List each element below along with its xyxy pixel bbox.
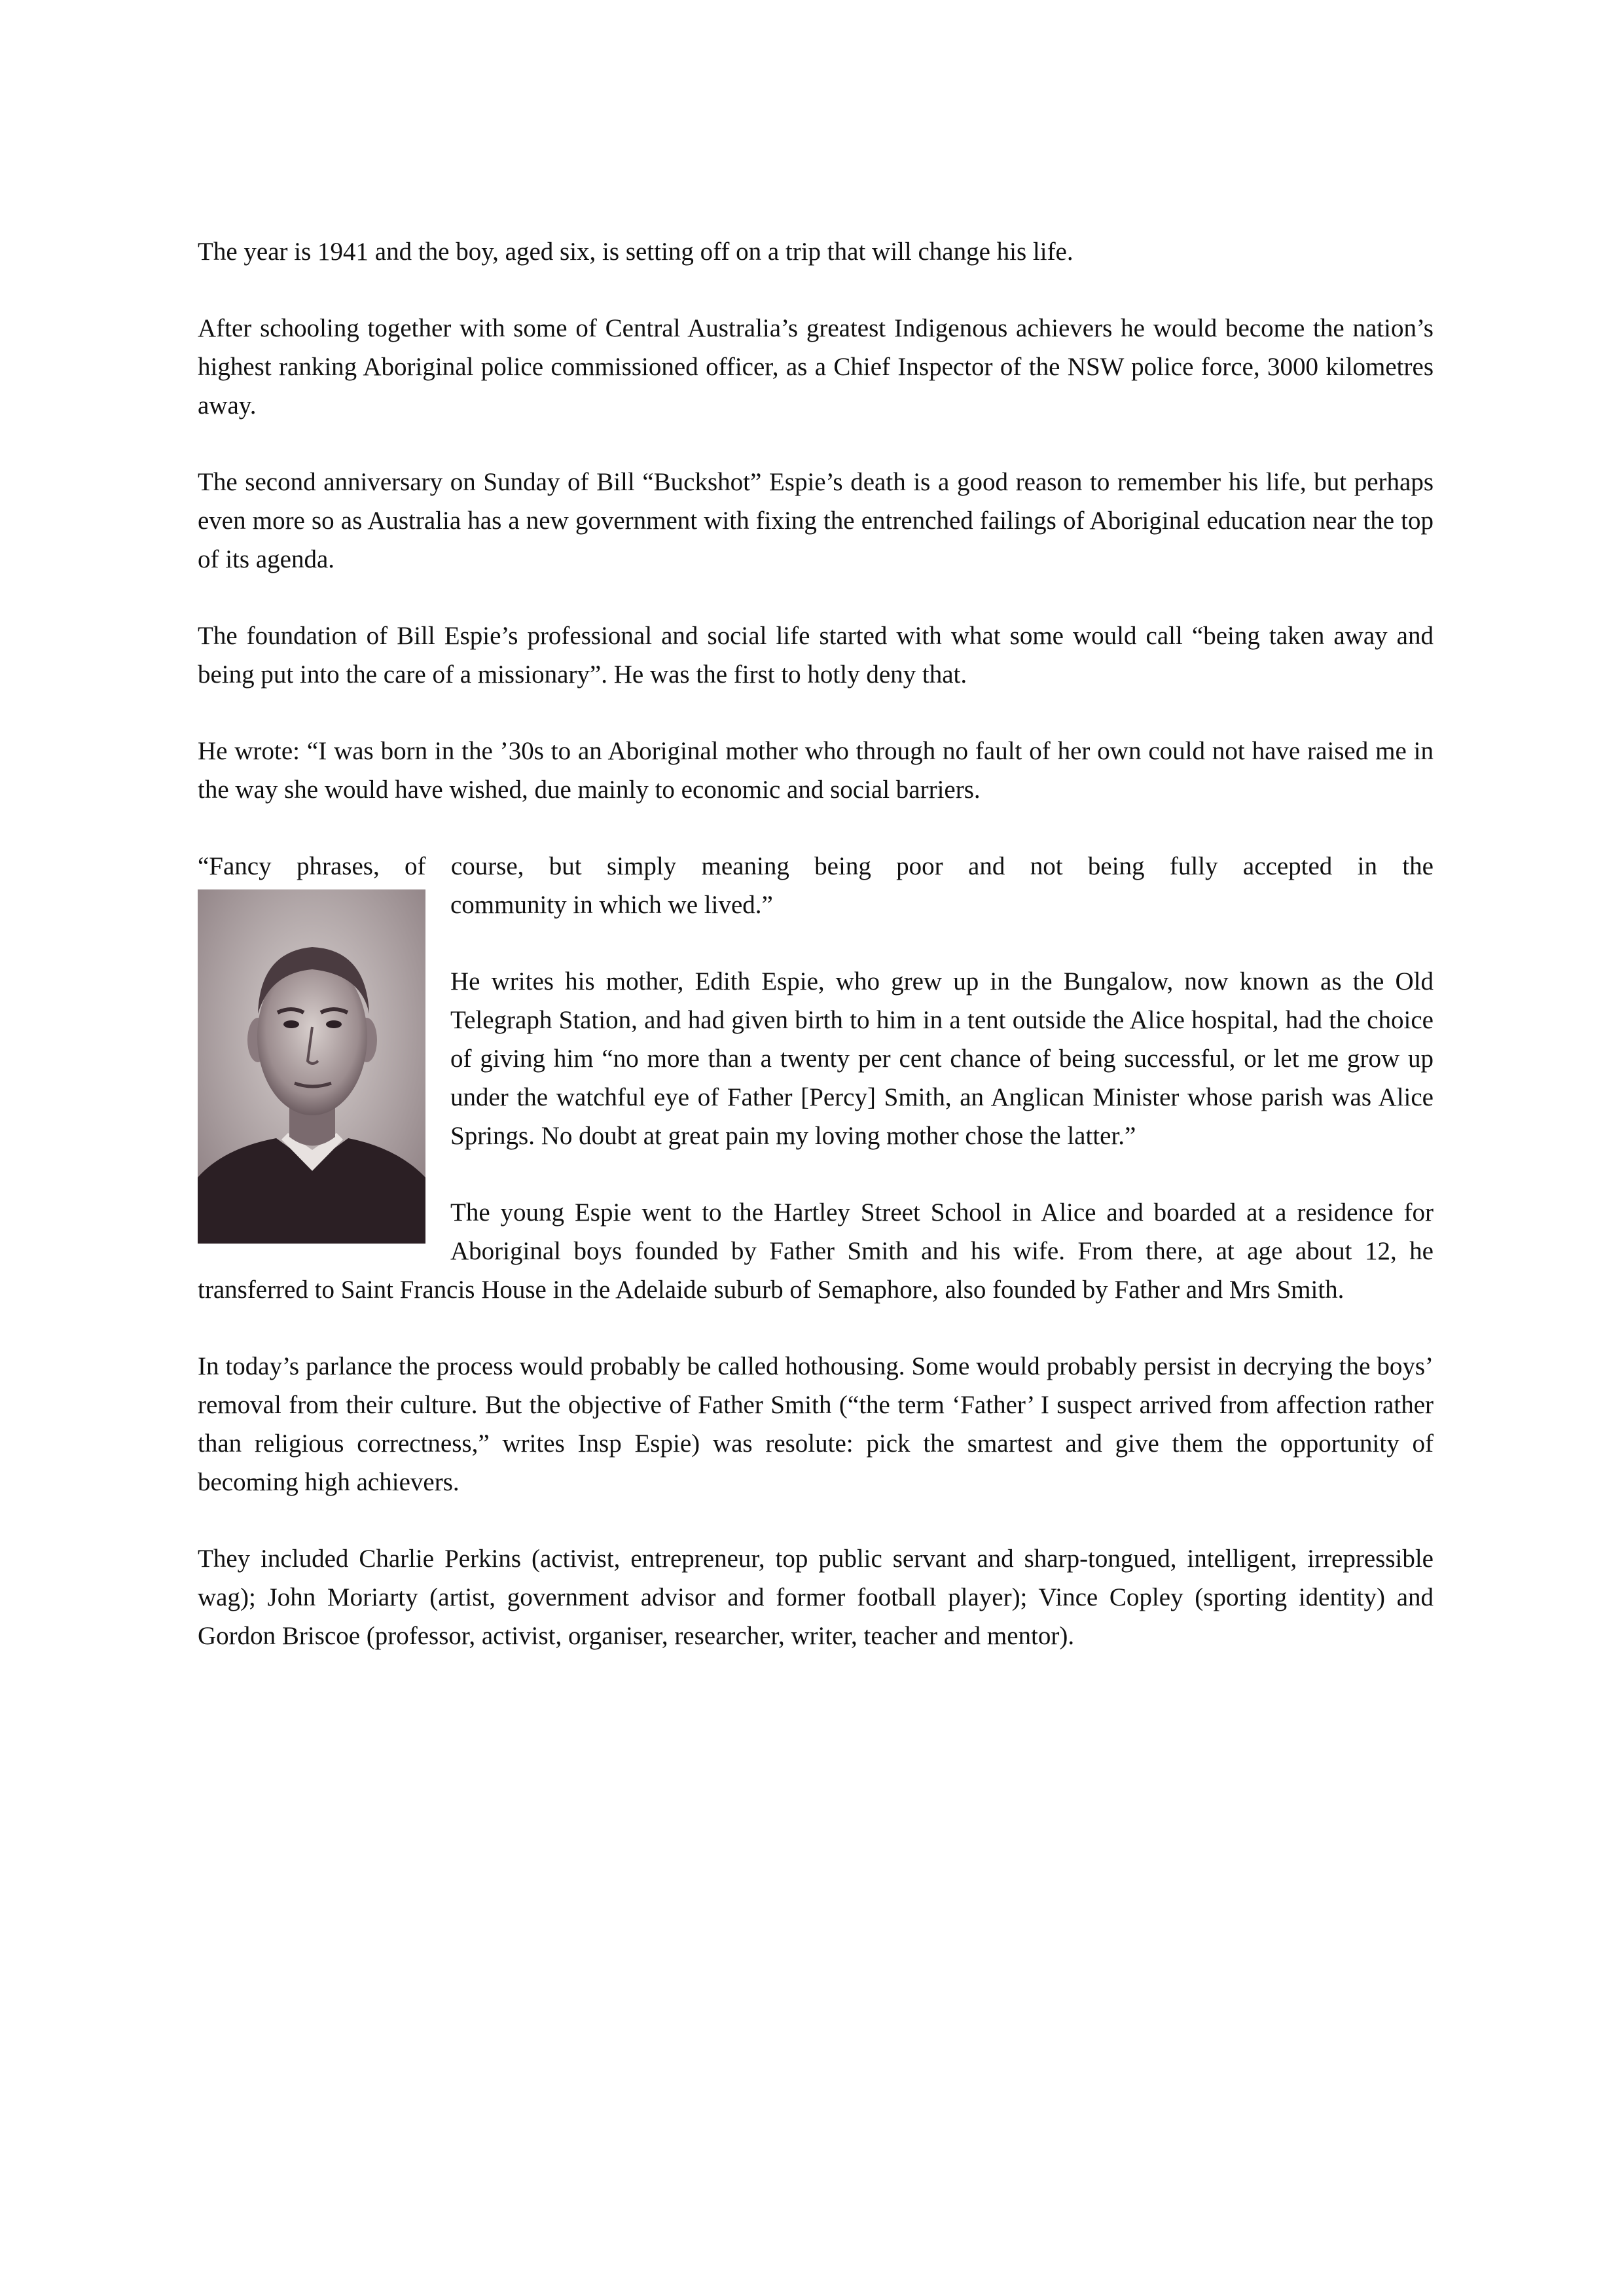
paragraph-9: In today’s parlance the process would probably be called hothousing. Some would probably persist in decrying the boys’ removal from their culture. But the objective of Father Smith (“the term ‘Father’ I suspect arrived from affection rather than religious correctness,” writes Insp Espie) was resolute: pick the smartest and give them the opportunity of becoming high achievers. bbox=[198, 1352, 1434, 1496]
photo-flow bbox=[198, 886, 1434, 1309]
paragraph-5: He wrote: “I was born in the ’30s to an Aboriginal mother who through no fault of her own could not have raised me in the way she would have wished, due mainly to economic and social barriers. bbox=[198, 737, 1434, 804]
paragraph-6-line-1: “Fancy phrases, of course, but simply meaning being poor and not being fully accepted in the bbox=[198, 852, 1434, 880]
paragraph-10: They included Charlie Perkins (activist, entrepreneur, top public servant and sharp-tongued, intelligent, irrepressible wag); John Moriarty (artist, government advisor and former football player); Vince Copley (sporting identity) and Gordon Briscoe (professor, activist, organiser, researcher, writer, teacher and mentor). bbox=[198, 1545, 1434, 1650]
portrait-photo bbox=[198, 889, 425, 1244]
paragraph-2: After schooling together with some of Central Australia’s greatest Indigenous achievers he would become the nation’s highest ranking Aboriginal police commissioned officer, as a Chief Inspector of the NSW police force, 3000 kilometres away. bbox=[198, 314, 1434, 420]
paragraph-6-line-2: community in which we lived.” bbox=[450, 891, 773, 919]
paragraph-4: The foundation of Bill Espie’s professional and social life started with what some would call “being taken away and being put into the care of a missionary”. He was the first to hotly deny that. bbox=[198, 622, 1434, 689]
paragraph-6 bbox=[198, 847, 1434, 1309]
article-body bbox=[198, 232, 1434, 1693]
paragraph-8: The young Espie went to the Hartley Street School in Alice and boarded at a residence for Aboriginal boys founded by Father Smith and his wife. From there, at age about 12, he transferred to Saint Francis House in the Adelaide suburb of Semaphore, also founded by Father and Mrs Smith. bbox=[198, 1198, 1434, 1304]
paragraph-1: The year is 1941 and the boy, aged six, is setting off on a trip that will change his life. bbox=[198, 238, 1074, 266]
paragraph-3: The second anniversary on Sunday of Bill “Buckshot” Espie’s death is a good reason to remember his life, but perhaps even more so as Australia has a new government with fixing the entrenched failings of Aboriginal education near the top of its agenda. bbox=[198, 468, 1434, 573]
portrait-photo-icon bbox=[198, 889, 425, 1244]
paragraph-7: He writes his mother, Edith Espie, who grew up in the Bungalow, now known as the Old Telegraph Station, and had given birth to him in a tent outside the Alice hospital, had the choice of giving him “no more than a twenty per cent chance of being successful, or let me grow up under the watchful eye of Father [Percy] Smith, an Anglican Minister whose parish was Alice Springs. No doubt at great pain my loving mother chose the latter.” bbox=[450, 967, 1434, 1150]
